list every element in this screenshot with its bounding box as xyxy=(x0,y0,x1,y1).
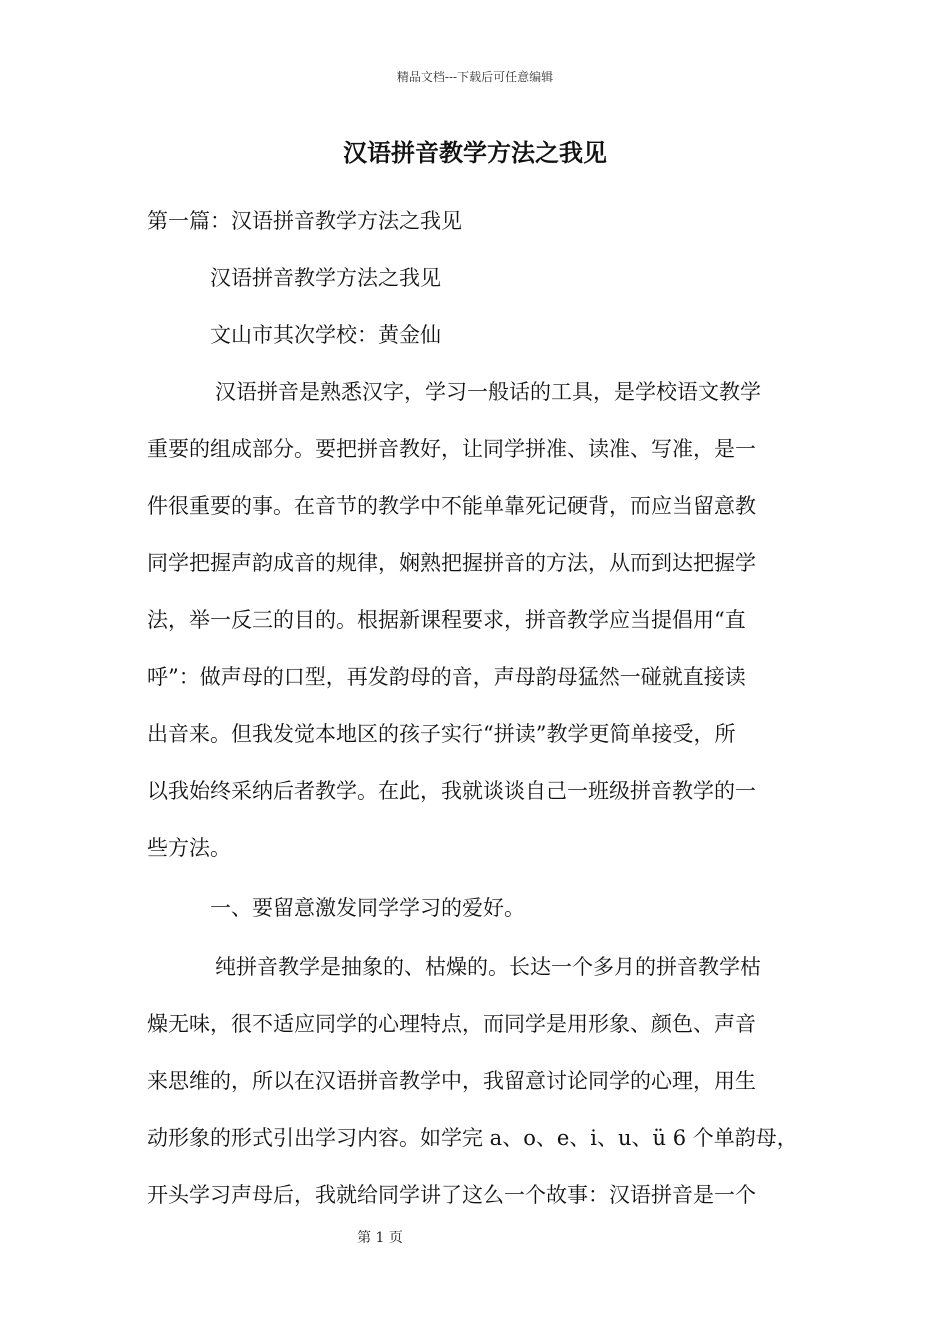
header-note: 精品文档---下载后可任意编辑 xyxy=(396,70,554,84)
paragraph-line: 呼”：做声母的口型，再发韵母的音，声母韵母猛然一碰就直接读 xyxy=(147,665,746,689)
paragraph-line: 法，举一反三的目的。根据新课程要求，拼音教学应当提倡用“直 xyxy=(147,608,746,632)
document-title: 汉语拼音教学方法之我见 xyxy=(343,138,607,167)
paragraph-line: 以我始终采纳后者教学。在此，我就谈谈自己一班级拼音教学的一 xyxy=(147,779,756,803)
paragraph-line: 些方法。 xyxy=(147,836,231,860)
page-number: 第 1 页 xyxy=(357,1230,403,1246)
paragraph-line: 出音来。但我发觉本地区的孩子实行“拼读”教学更简单接受，所 xyxy=(147,722,736,746)
paragraph-line: 来思维的，所以在汉语拼音教学中，我留意讨论同学的心理，用生 xyxy=(147,1069,756,1093)
paragraph-line: 开头学习声母后，我就给同学讲了这么一个故事：汉语拼音是一个 xyxy=(147,1183,756,1207)
paragraph-line: 动形象的形式引出学习内容。如学完 a、o、e、i、u、ü 6 个单韵母， xyxy=(147,1126,798,1150)
paragraph-line: 燥无味，很不适应同学的心理特点，而同学是用形象、颜色、声音 xyxy=(147,1012,756,1036)
point-heading: 一、要留意激发同学学习的爱好。 xyxy=(210,896,525,920)
subtitle: 汉语拼音教学方法之我见 xyxy=(210,266,441,290)
section-heading: 第一篇：汉语拼音教学方法之我见 xyxy=(147,209,462,233)
paragraph-line: 汉语拼音是熟悉汉字，学习一般话的工具，是学校语文教学 xyxy=(215,380,761,404)
paragraph-line: 重要的组成部分。要把拼音教好，让同学拼准、读准、写准，是一 xyxy=(147,437,756,461)
author-line: 文山市其次学校：黄金仙 xyxy=(210,323,441,347)
paragraph-line: 件很重要的事。在音节的教学中不能单靠死记硬背，而应当留意教 xyxy=(147,494,756,518)
paragraph-line: 同学把握声韵成音的规律，娴熟把握拼音的方法，从而到达把握学 xyxy=(147,551,756,575)
paragraph-line: 纯拼音教学是抽象的、枯燥的。长达一个多月的拼音教学枯 xyxy=(215,955,761,979)
